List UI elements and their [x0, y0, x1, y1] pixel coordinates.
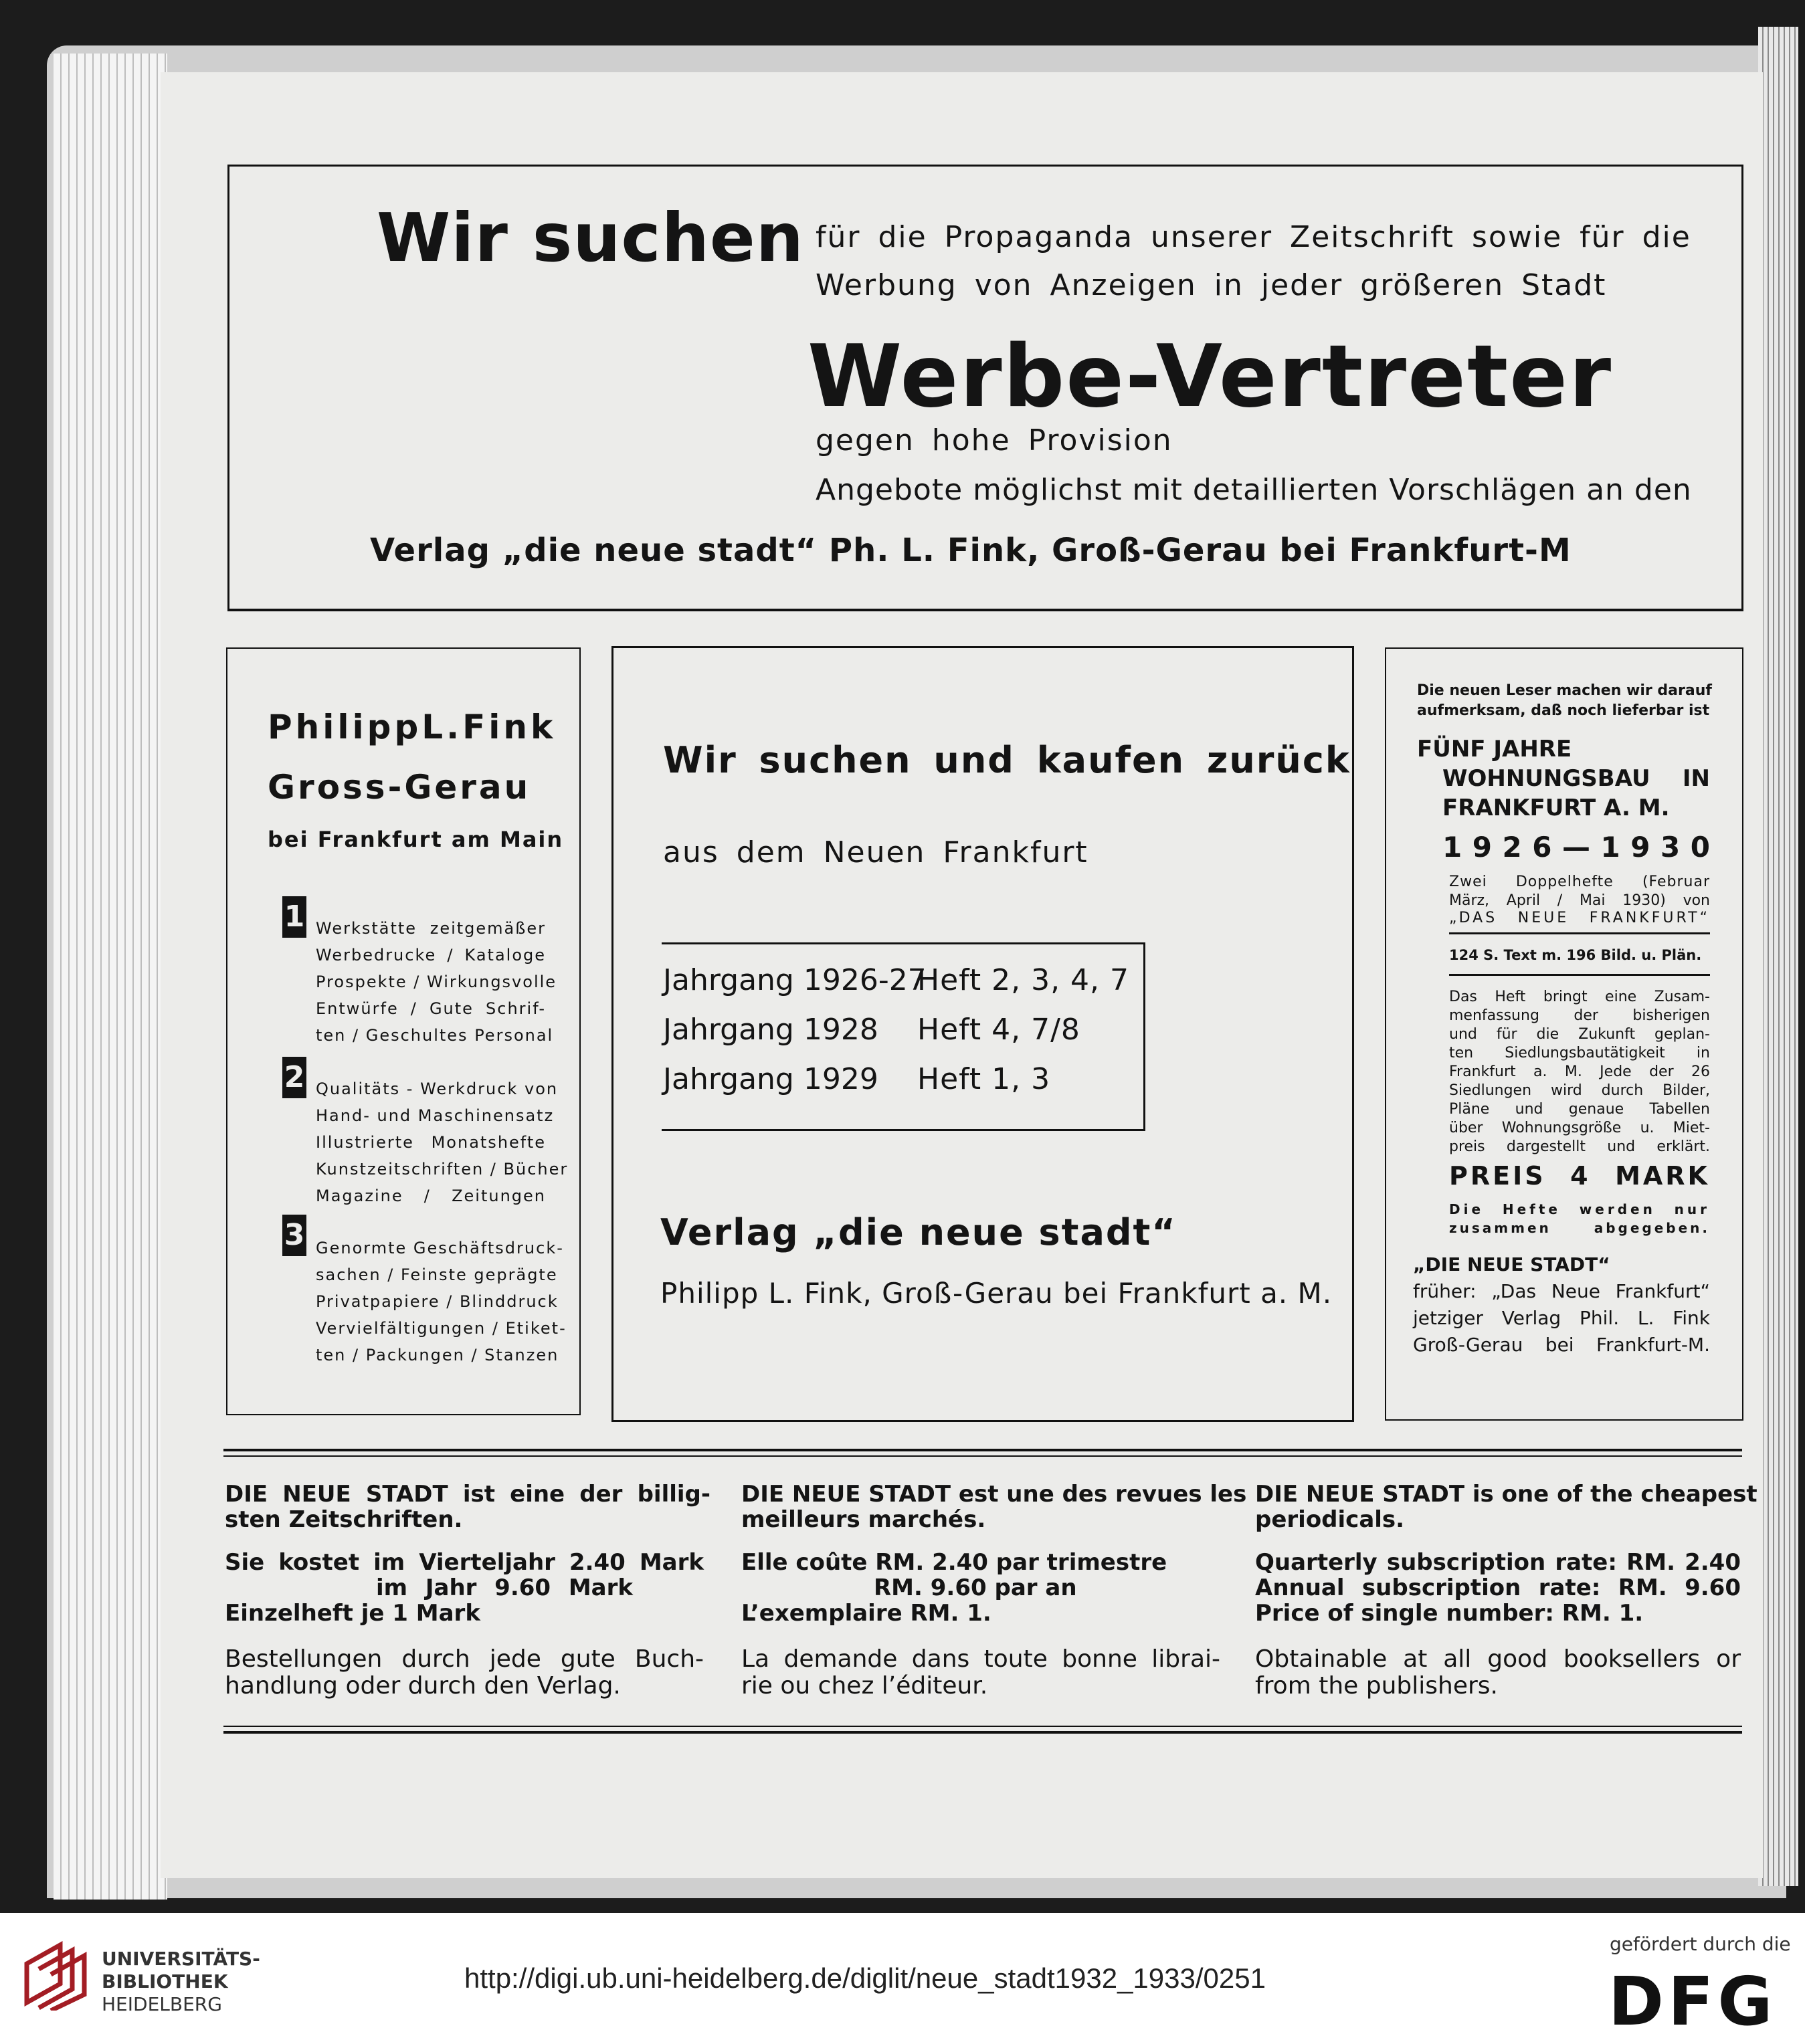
issue-year: Jahrgang 1929	[663, 1062, 878, 1096]
right-ad	[1385, 647, 1743, 1421]
right-ad-body: ten Siedlungsbautätigkeit in	[1449, 1045, 1710, 1061]
sub-en-order: from the publishers.	[1255, 1672, 1498, 1700]
right-ad-rule	[1449, 932, 1710, 934]
sub-fr-price: RM. 9.60 par an	[874, 1574, 1077, 1601]
sub-en-price: Annual subscription rate: RM. 9.60	[1255, 1574, 1741, 1601]
top-ad-line1: für die Propaganda unserer Zeitschrift sowie für die	[816, 220, 1691, 254]
item-3-line: sachen / Feinste geprägte	[316, 1265, 558, 1284]
right-ad-body: menfassung der bisherigen	[1449, 1007, 1710, 1024]
right-ad-intro: Die neuen Leser machen wir darauf	[1417, 682, 1712, 699]
book-right-edge	[1758, 27, 1798, 1886]
rule-bottom	[223, 1726, 1742, 1727]
number-badge-3: 3	[282, 1215, 306, 1256]
middle-ad-publisher: Verlag „die neue stadt“	[660, 1211, 1177, 1253]
right-ad-desc: März, April / Mai 1930) von	[1449, 892, 1710, 909]
issue-year: Jahrgang 1928	[663, 1013, 878, 1047]
right-ad-pages: 124 S. Text m. 196 Bild. u. Plän.	[1449, 947, 1702, 963]
item-1-line: Werbedrucke / Kataloge	[316, 946, 546, 964]
right-ad-note: zusammen abgegeben.	[1449, 1220, 1710, 1236]
item-3-line: Vervielfältigungen / Etiket-	[316, 1319, 567, 1338]
issues-table	[662, 942, 1145, 1131]
right-ad-desc: „DAS NEUE FRANKFURT“	[1449, 910, 1710, 926]
top-ad	[227, 165, 1743, 611]
sub-de-order: handlung oder durch den Verlag.	[225, 1672, 621, 1700]
item-3-line: Privatpapiere / Blinddruck	[316, 1292, 559, 1311]
top-ad-line3: gegen hohe Provision	[816, 423, 1173, 457]
item-2-line: Hand- und Maschinensatz	[316, 1106, 555, 1125]
issue-heft: Heft 4, 7/8	[917, 1013, 1080, 1047]
sub-de-price: im Jahr 9.60 Mark	[376, 1574, 633, 1601]
sub-fr-heading: DIE NEUE STADT est une des revues les	[741, 1481, 1247, 1508]
top-ad-headline: Wir suchen	[377, 199, 804, 277]
sub-en-price: Quarterly subscription rate: RM. 2.40	[1255, 1549, 1741, 1576]
dfg-logo: DFG	[1608, 1962, 1777, 2041]
top-ad-publisher: Verlag „die neue stadt“ Ph. L. Fink, Groß-Gerau bei Frankfurt-M	[370, 532, 1572, 569]
right-ad-footer: jetziger Verlag Phil. L. Fink	[1413, 1307, 1710, 1329]
item-2-line: Magazine / Zeitungen	[316, 1187, 546, 1205]
magazine-page	[161, 72, 1763, 1878]
top-ad-line2: Werbung von Anzeigen in jeder größeren Stadt	[816, 268, 1607, 302]
sub-en-heading: periodicals.	[1255, 1506, 1405, 1533]
right-ad-price: PREIS 4 MARK	[1449, 1161, 1710, 1191]
middle-ad-subtitle: aus dem Neuen Frankfurt	[663, 835, 1088, 870]
right-ad-body: Siedlungen wird durch Bilder,	[1449, 1082, 1710, 1099]
right-ad-title: WOHNUNGSBAU IN	[1442, 765, 1710, 792]
item-1-line: Werkstätte zeitgemäßer	[316, 919, 546, 938]
sub-fr-order: La demande dans toute bonne librai-	[741, 1645, 1220, 1673]
top-ad-line4: Angebote möglichst mit detaillierten Vorschlägen an den	[816, 473, 1692, 507]
middle-ad-address: Philipp L. Fink, Groß-Gerau bei Frankfurt a. M.	[660, 1277, 1333, 1310]
rule-bottom	[223, 1731, 1742, 1734]
right-ad-footer: früher: „Das Neue Frankfurt“	[1413, 1280, 1710, 1302]
number-badge-2: 2	[282, 1057, 306, 1098]
right-ad-footer: „DIE NEUE STADT“	[1413, 1253, 1610, 1275]
issue-heft: Heft 2, 3, 4, 7	[917, 963, 1130, 997]
right-ad-desc: Zwei Doppelhefte (Februar	[1449, 874, 1710, 890]
left-ad-region: bei Frankfurt am Main	[268, 827, 564, 852]
left-ad	[226, 647, 581, 1415]
left-ad-name: PhilippL.Fink	[268, 708, 557, 746]
funding-note: gefördert durch die	[1610, 1933, 1791, 1955]
sub-de-heading: sten Zeitschriften.	[225, 1506, 463, 1533]
rule-top	[223, 1449, 1742, 1451]
left-ad-city: Gross-Gerau	[268, 768, 531, 807]
library-logo-icon	[20, 1937, 94, 2011]
number-badge-1: 1	[282, 896, 306, 938]
right-ad-title: FÜNF JAHRE	[1417, 736, 1572, 762]
issue-heft: Heft 1, 3	[917, 1062, 1051, 1096]
right-ad-title: FRANKFURT A. M.	[1442, 795, 1670, 821]
item-2-line: Qualitäts - Werkdruck von	[316, 1080, 559, 1098]
sub-de-heading: DIE NEUE STADT ist eine der billig-	[225, 1481, 710, 1508]
library-name: HEIDELBERG	[102, 1993, 222, 2015]
sub-fr-price: Elle coûte RM. 2.40 par trimestre	[741, 1549, 1167, 1576]
right-ad-footer: Groß-Gerau bei Frankfurt-M.	[1413, 1334, 1710, 1356]
sub-fr-price: L’exemplaire RM. 1.	[741, 1600, 991, 1627]
right-ad-body: und für die Zukunft geplan-	[1449, 1026, 1710, 1043]
item-3-line: ten / Packungen / Stanzen	[316, 1346, 559, 1364]
item-1-line: Entwürfe / Gute Schrif-	[316, 999, 546, 1018]
sub-en-order: Obtainable at all good booksellers or	[1255, 1645, 1741, 1673]
right-ad-body: preis dargestellt und erklärt.	[1449, 1138, 1710, 1155]
right-ad-intro: aufmerksam, daß noch lieferbar ist	[1417, 702, 1710, 719]
top-ad-big-title: Werbe-Vertreter	[808, 327, 1613, 427]
middle-ad	[611, 646, 1354, 1422]
digitization-footer	[0, 1913, 1805, 2044]
right-ad-rule	[1449, 974, 1710, 976]
library-name: UNIVERSITÄTS-	[102, 1948, 260, 1970]
issue-year: Jahrgang 1926-27	[663, 963, 927, 997]
item-1-line: ten / Geschultes Personal	[316, 1026, 554, 1045]
right-ad-body: Pläne und genaue Tabellen	[1449, 1101, 1710, 1118]
middle-ad-title: Wir suchen und kaufen zurück	[663, 739, 1351, 781]
permalink[interactable]: http://digi.ub.uni-heidelberg.de/diglit/neue_stadt1932_1933/0251	[464, 1962, 1266, 1994]
rule-top	[223, 1455, 1742, 1457]
sub-de-order: Bestellungen durch jede gute Buch-	[225, 1645, 704, 1673]
item-2-line: Kunstzeitschriften / Bücher	[316, 1160, 569, 1179]
right-ad-body: über Wohnungsgröße u. Miet-	[1449, 1120, 1710, 1136]
item-1-line: Prospekte / Wirkungsvolle	[316, 973, 557, 991]
sub-de-price: Einzelheft je 1 Mark	[225, 1600, 480, 1627]
right-ad-body: Das Heft bringt eine Zusam-	[1449, 989, 1710, 1005]
sub-fr-heading: meilleurs marchés.	[741, 1506, 986, 1533]
right-ad-note: Die Hefte werden nur	[1449, 1201, 1710, 1217]
right-ad-years: 1 9 2 6 — 1 9 3 0	[1442, 831, 1710, 863]
book-page-edges	[54, 54, 167, 1900]
item-2-line: Illustrierte Monatshefte	[316, 1133, 546, 1152]
sub-de-price: Sie kostet im Vierteljahr 2.40 Mark	[225, 1549, 704, 1576]
sub-en-heading: DIE NEUE STADT is one of the cheapest	[1255, 1481, 1758, 1508]
library-name: BIBLIOTHEK	[102, 1970, 228, 1992]
sub-fr-order: rie ou chez l’éditeur.	[741, 1672, 988, 1700]
sub-en-price: Price of single number: RM. 1.	[1255, 1600, 1644, 1627]
item-3-line: Genormte Geschäftsdruck-	[316, 1239, 564, 1257]
right-ad-body: Frankfurt a. M. Jede der 26	[1449, 1063, 1710, 1080]
